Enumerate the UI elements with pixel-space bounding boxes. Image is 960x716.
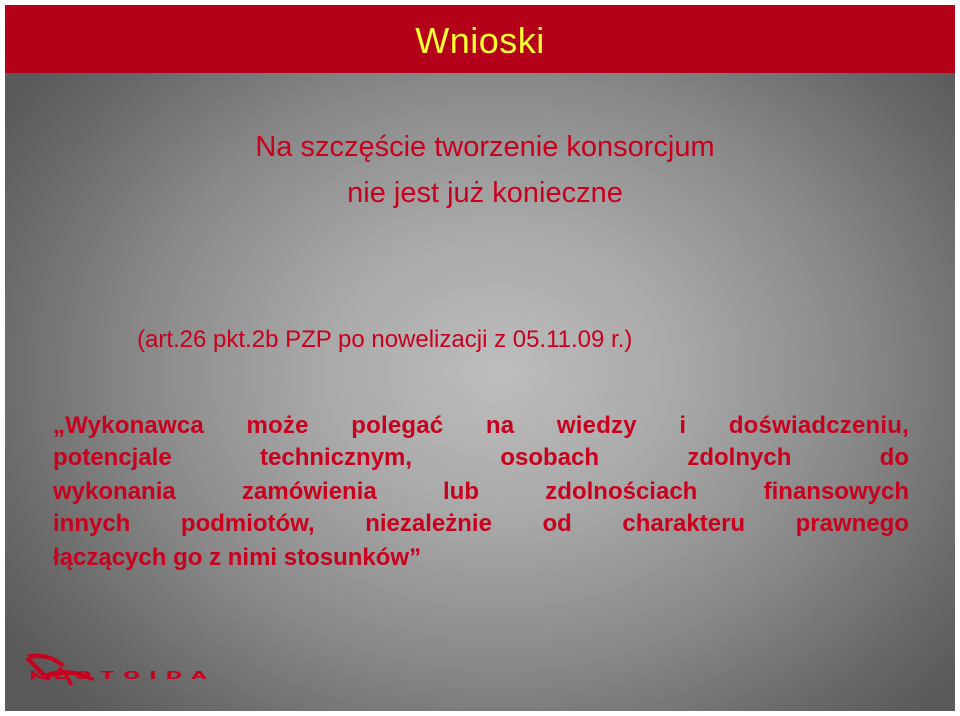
logo-wordmark: KLOTOIDA bbox=[29, 668, 216, 682]
slide bbox=[5, 5, 955, 711]
quote-line-5: łączących go z nimi stosunków” bbox=[53, 544, 422, 571]
quote-line-4: innych podmiotów, niezależnie od charakteru prawnego bbox=[53, 510, 909, 537]
quote-line-3: wykonania zamówienia lub zdolnościach finansowych bbox=[53, 478, 909, 505]
quote-line-1: „Wykonawca może polegać na wiedzy i doświadczeniu, bbox=[53, 412, 909, 439]
legal-reference: (art.26 pkt.2b PZP po nowelizacji z 05.11.09 r.) bbox=[137, 326, 633, 353]
title-bar bbox=[5, 5, 955, 73]
heading-line-1: Na szczęście tworzenie konsorcjum bbox=[255, 131, 715, 163]
slide-title: Wnioski bbox=[415, 20, 545, 61]
heading-line-2: nie jest już konieczne bbox=[347, 177, 623, 209]
quote-line-2: potencjale technicznym, osobach zdolnych do bbox=[53, 444, 909, 471]
